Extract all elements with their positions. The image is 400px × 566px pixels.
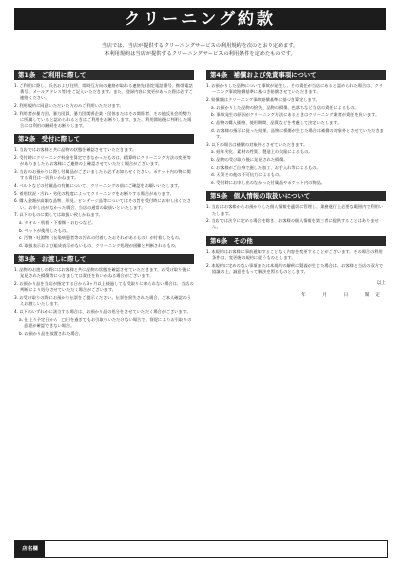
list-item: 2. お預かり品を当店が指定する日から3ヶ月以上経過しても受取りに来られない場合は、当店の判断により処分させていただく場合がございます。 [14,281,194,293]
sub-item: b. 事故発生の原因がクリーニング方法にあるときはクリーニング業者が責任を負います。 [211,112,380,118]
list-item: 4. 以下のいずれかに該当する場合は、お預かり品の処分をさせていただく場合がございます。 [14,308,191,314]
list-item: 2. 本規約に定めのない事項または本規約の解釈に疑義が生じた場合は、お客様と当店の双方で協議の上、誠意をもって解決を図るものとします。 [206,262,384,274]
sub-item: a. タオル・肌着・下着類・おむつなど。 [19,219,96,225]
list-item: 3. お受け取りの際にお預かり伝票をご提示ください。伝票を紛失された場合、ご本人確認のうえお渡しいたします。 [14,295,192,307]
sub-item: c. 汚物・吐瀉物（伝染病患者等の汚れの付着したおそれがあるもの）が付着したもの。 [19,235,183,241]
intro [14,42,386,58]
list-item: 2. 利用規約に同意いただいた方のみご利用いただけます。 [14,103,124,109]
sub-item: b. お預かり品を放置された場合。 [19,330,83,336]
section-3-heading: 第3条 お渡しに際して [14,254,194,264]
intro-line-2: 本利用規約は当店が提供するクリーニングサービスの利用条件を定めたものです。 [104,51,296,57]
list-item: 4. ベルトなどの付属品の有無について、クリーニングの前にご確認をお願いいたします。 [14,182,183,188]
list-item: 3. 当店のお預かりに際し付属品がございましたら必ずお知らせください。ポケット内の物に関する責任は一切負いかねます。 [14,169,191,181]
sub-item: a. 経年劣化、素材の性質、製造上の欠陥によるもの。 [211,149,313,155]
list-item: 1. 当店ではお客様と共に品物の状態を確認させていただきます。 [14,147,137,153]
shop-name-label: 店名欄 [15,541,45,557]
section-3-list [14,267,194,337]
sub-item: e. 受付時にお申し出のなかった付属品やポケット内の物品。 [211,180,325,186]
section-1-heading: 第1条 ご利用に際して [14,70,194,80]
list-item: 1. 品物のお渡しの際にはお客様と共に品物の状態を確認させていただきます。お受け取り後に発見された損傷等につきましては責任を負いかねる場合がございます。 [14,267,191,279]
list-item: 1. 本規約はお客様に事前通知することなく内容を変更することがございます。その場合の利用条件は、変更後の規約に従うものとします。 [206,248,383,260]
sub-item: a. 仕上り予定日から □日を過ぎてもお引取りいただけない場合で、督促によりお引取りの意思が確認できない場合。 [19,316,192,328]
sub-item: c. お客様がご自身で施した加工、お手入れ等によるもの。 [211,164,321,170]
section-5-list [206,204,386,230]
intro-line-1: 当店では、当店が提供するクリーニングサービスの利用規約を次のとおり定めます。 [101,43,299,49]
list-item: 3. 以下の場合は補償の対象外とさせていただきます。 [206,141,308,147]
section-2-list [14,147,194,249]
shop-name-box [14,540,388,558]
list-item: 5. 着用状況・汚れ・劣化の程度によってクリーニングをお断りする場合があります。 [14,190,174,196]
right-column [206,70,386,298]
list-item: 2. 賠償額はクリーニング事故賠償基準に基づき算定します。 [206,96,320,102]
section-5-heading: 第5条 個人情報の取扱いについて [206,191,386,201]
sub-item: b. 品物の受け取り後に発見された損傷。 [211,157,288,163]
sub-item: b. ペットが使用したもの。 [19,227,71,233]
list-item: 7. 以下のものに関しては取扱い致しかねます。 [14,212,103,218]
left-column [14,70,194,342]
sub-item: d. お客様の指示に従った結果、品物に損傷が生じた場合は補償の対象外とさせていただきます。 [211,127,384,139]
section-4-list [206,83,386,186]
section-6-heading: 第6条 その他 [206,236,386,246]
closing-mark: 以上 [376,280,386,286]
sub-item: d. 取扱表示および組成表示がないもの、クリーニング処理が困難と判断されるもの。 [19,243,179,249]
enactment-date: 年 月 日 制定 [301,292,386,298]
list-item: 1. ご利用に際し、氏名および住所、常時互方向の連絡が取れる連絡先(固定電話番号、携帯電話番号、メールアドレス等)をご記入いただきます。また、登録内容に変更があった際は必ずご連絡ください。 [14,83,193,101]
list-item: 2. 当店では法令に定める場合を除き、お客様の個人情報を第三者に提供することはありません。 [206,218,379,230]
sub-item: a. お預かりした品物の紛失、品物の損傷、色落ちなど当店の責任によるもの。 [211,104,359,110]
list-item: 6. 購入金額が高額な品物、形見、ビンテージ品等についてはその旨を受付時にお申し出ください。お申し出がなかった場合、当店の通常の取扱いといたします。 [14,198,191,210]
sub-item: d. 天災その他の不可抗力によるもの。 [211,172,284,178]
page-title: クリーニング約款 [14,8,386,30]
list-item: 3. 利用者が暴力団、暴力団員、暴力団関係企業・団体またはその関係者、その他反社会的勢力に所属していると認められるときはご利用をお断りします。また、利用開始後に判明した場合には利用の継続をお断りします。 [14,110,192,129]
section-1-list [14,83,194,129]
list-item: 1. 当店はお客様からお預かりした個人情報を適切に管理し、業務遂行上必要な範囲内で利用いたします。 [206,204,384,216]
list-item: 1. お預かりした品物について事故が発生し、その責任が当店にあると認められた場合は、クリーニング事故賠償基準に基づき賠償させていただきます。 [206,83,383,95]
sub-item: c. 品物の購入価格、使用期間、品質などを考慮して決定いたします。 [211,120,342,126]
list-item: 2. 受付時にクリーニング料金を算定できなかったものは、精算時にクリーニング方法の変更等がありましたらお客様にご連絡の上確認させていただく場合がございます。 [14,155,191,167]
section-6-list [206,249,386,275]
section-4-heading: 第4条 補償および免責事項について [206,70,386,80]
section-2-heading: 第2条 受付に際して [14,134,194,144]
